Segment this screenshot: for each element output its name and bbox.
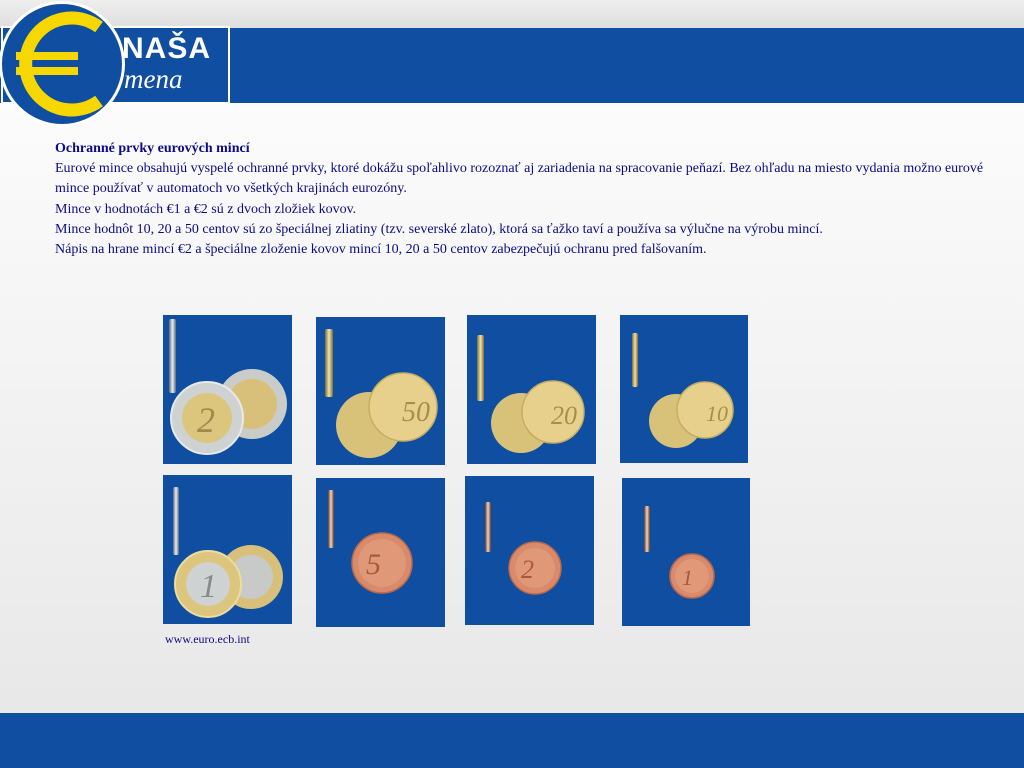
- svg-text:2: 2: [197, 400, 215, 440]
- svg-text:2: 2: [521, 555, 534, 584]
- paragraph-1: Eurové mince obsahujú vyspelé ochranné prvky, ktoré dokážu spoľahlivo rozoznať aj zariadenia na spracovanie peňazí. Bez ohľadu na miesto vydania možno eurové mince používať v automatoch vo všetkých krajinách eurozóny.: [55, 161, 984, 197]
- svg-text:50: 50: [402, 397, 430, 428]
- svg-text:10: 10: [706, 401, 728, 426]
- coin-image-50-cent: [316, 317, 445, 465]
- page-title: Ochranné prvky eurových mincí: [55, 141, 250, 156]
- logo-line1: NAŠA: [122, 32, 212, 65]
- coin-image-2-euro: [163, 315, 292, 464]
- coin-image-1-euro: [163, 475, 292, 624]
- svg-text:1: 1: [200, 568, 217, 605]
- nasa-mena-logo: [0, 0, 232, 130]
- svg-text:5: 5: [366, 548, 381, 581]
- coin-image-1-cent: [622, 478, 750, 626]
- coin-image-10-cent: [620, 315, 748, 463]
- coin-image-2-cent: [465, 476, 594, 625]
- footer-bar: [0, 713, 1024, 768]
- svg-text:1: 1: [682, 565, 693, 590]
- paragraph-4: Nápis na hrane mincí €2 a špeciálne zloženie kovov mincí 10, 20 a 50 centov zabezpečujú ochranu pred falšovaním.: [55, 242, 707, 258]
- main-content: [55, 139, 985, 260]
- coin-image-5-cent: [316, 478, 445, 627]
- coin-image-20-cent: [467, 315, 596, 464]
- paragraph-3: Mince hodnôt 10, 20 a 50 centov sú zo špeciálnej zliatiny (tzv. severské zlato), ktorá sa ťažko taví a používa sa výlučne na výrobu mincí.: [55, 221, 823, 237]
- paragraph-2: Mince v hodnotách €1 a €2 sú z dvoch zložiek kovov.: [55, 201, 357, 217]
- svg-text:20: 20: [551, 401, 577, 430]
- source-link[interactable]: www.euro.ecb.int: [165, 632, 250, 646]
- logo-line2: mena: [124, 64, 183, 94]
